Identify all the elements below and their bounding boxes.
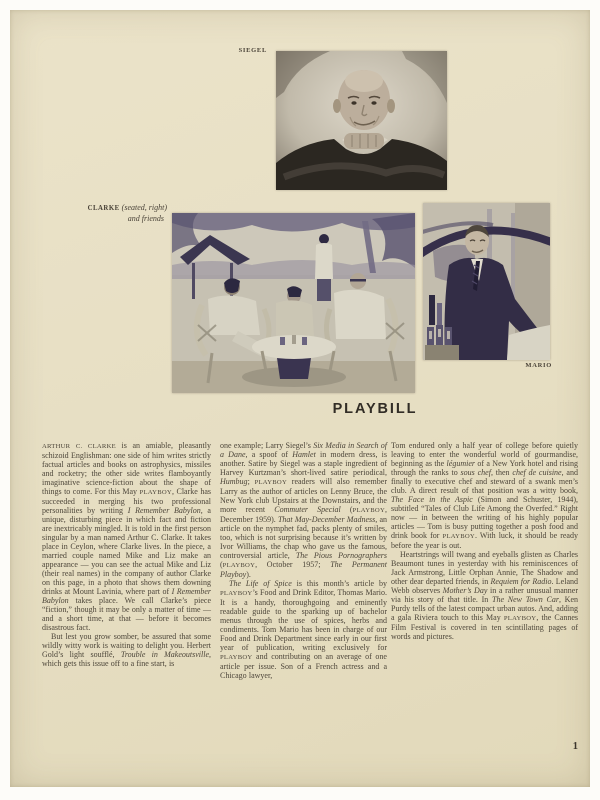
- siegel-portrait-illustration: [276, 51, 447, 190]
- italic-text: Mother’s Day: [442, 586, 488, 595]
- italic-text: chef de cuisine: [512, 468, 562, 477]
- body-text: of a New York hotel and rising through the ranks to: [391, 459, 578, 477]
- body-text: one example; Larry Siegel’s: [220, 441, 314, 450]
- body-text: , and finally to executive chef and steward of a swank men’s club. A direct result of that position was a witty book,: [391, 468, 578, 495]
- text-column-1: [42, 441, 211, 668]
- siegel-photo-label: SIEGEL: [238, 47, 267, 54]
- italic-text: (seated, right): [119, 203, 167, 212]
- paragraph: [42, 632, 211, 668]
- body-text: (Simon and Schuster, 1944), subtitled “Tales of Club Life Among the Overfed.” Right now — in between the writing of his highly popular articles — Tom is busy putting together a posh food and drink book for: [391, 495, 578, 540]
- smallcaps-text: CLARKE: [87, 205, 120, 212]
- italic-text: Requiem for Radio: [490, 577, 552, 586]
- body-text: (: [220, 560, 223, 569]
- body-text: Heartstrings will twang and eyeballs glisten as Charles Beaumont tunes in yesterday with his reminiscences of Jack Armstrong, Little Orphan Annie, The Shadow and other dear departed friends, in: [391, 550, 578, 586]
- smallcaps-text: PLAYBOY: [503, 615, 537, 622]
- body-text: , Ken Purdy tells of the latest compact urban autos. And, adding a gala Riviera touch to this May: [391, 595, 578, 622]
- italic-text: and friends: [127, 214, 164, 223]
- body-text: is an amiable, pleasantly schizoid Englishman: one side of him writes strictly factual articles and books on astrophysics, missiles and rocketry; the other side writes flamboyantly imaginative science-fiction about the shape of things to come. For this May: [42, 441, 211, 496]
- body-text: (: [340, 505, 353, 514]
- body-text: , which gets this issue off to a fine start, is: [42, 650, 211, 668]
- paragraph: [42, 441, 211, 632]
- body-text: in modern dress, is another. Satire by Siegel was a staple ingredient of Harvey Kurtzman’s short-lived satire periodical,: [220, 450, 387, 477]
- smallcaps-text: PLAYBOY: [220, 590, 253, 597]
- italic-text: Humbug: [220, 477, 248, 486]
- italic-text: The Face in the Aspic: [391, 495, 473, 504]
- italic-text: Trouble in Makeoutsville: [120, 650, 209, 659]
- smallcaps-text: ARTHUR C. CLARKE: [42, 443, 116, 450]
- clarke-terrace-scene-illustration: [172, 213, 415, 393]
- mario-portrait-photo: [423, 203, 550, 360]
- paragraph: [391, 550, 578, 641]
- body-text: , an article on the nymphet fad, packs plenty of smiles, too, which is not surprising because it’s written by Ivor Williams, the chap who gave us the famous, controversial article,: [220, 515, 387, 560]
- smallcaps-text: PLAYBOY: [220, 654, 253, 661]
- italic-text: I Remember Babylon: [127, 506, 201, 515]
- paragraph: [391, 441, 578, 550]
- body-text: takes place. We call Clarke’s piece “fiction,” though it may be only a matter of time — and a short time, at that — before it becomes disastrous fact.: [42, 596, 211, 632]
- body-text: readers will also remember Larry as the author of articles on Lenny Bruce, the New York club Upstairs at the Downstairs, and the more recent: [220, 477, 387, 514]
- italic-text: sous chef: [460, 468, 491, 477]
- italic-text: The Life of Spice: [229, 579, 292, 588]
- italic-text: Six Media in Search of a Dane: [220, 441, 387, 459]
- italic-text: Hamlet: [292, 450, 316, 459]
- italic-text: The Pious Pornographers: [295, 551, 387, 560]
- italic-text: Commuter Special: [274, 505, 341, 514]
- clarke-caption-line1: [50, 203, 167, 214]
- body-text: , a unique, disturbing piece in which fact and fiction are inextricably mingled. It is told in the first person singular by a man named Arthur C. Clarke. It takes place in Ceylon, where Clarke lives. In the piece, a married couple named Mike and Liz make an appearance — you can see the actual Mike and Liz (their real names) in the company of author Clarke on this page, in a photo that shows them downing drinks at Mount Lavinia, where part of: [42, 506, 211, 596]
- body-text: , Clarke has succeeded in merging his two professional personalities by writing: [42, 487, 211, 515]
- clarke-caption-line2: [50, 214, 167, 224]
- italic-text: I Remember Babylon: [42, 587, 211, 605]
- body-text: . Leland Webb observes: [391, 577, 578, 595]
- smallcaps-text: PLAYBOY: [442, 533, 475, 540]
- body-text: Tom endured only a half year of college before quietly leaving to enter the wonderful world of gourmandise, beginning as the: [391, 441, 578, 468]
- paragraph: [220, 441, 387, 579]
- body-text: , a spoof of: [245, 450, 293, 459]
- smallcaps-text: PLAYBOY: [222, 562, 256, 569]
- clarke-and-friends-photo: [172, 213, 415, 393]
- body-text: , December 1959).: [220, 505, 387, 524]
- body-text: But lest you grow somber, be assured that some wildly witty work is waiting to delight you. Herbert Gold’s light soufflé,: [42, 632, 211, 659]
- body-text: and contributing on an average of one article per issue. Son of a French actress and a Chicago lawyer,: [220, 652, 387, 680]
- italic-text: The New Town Car: [492, 595, 559, 604]
- text-column-2: [220, 441, 387, 680]
- body-text: ;: [247, 477, 255, 486]
- mario-portrait-illustration: [423, 203, 550, 360]
- body-text: is this month’s article by: [291, 579, 387, 588]
- body-text: in a rather unusual manner via his story of that title. In: [391, 586, 578, 604]
- body-text: ).: [246, 570, 251, 579]
- italic-text: légumier: [446, 459, 475, 468]
- smallcaps-text: PLAYBOY: [254, 479, 288, 486]
- clarke-photo-caption: [50, 203, 167, 224]
- smallcaps-text: PLAYBOY: [352, 507, 385, 514]
- body-text: ’s Food and Drink Editor, Thomas Mario. It is a handy, thoroughgoing and eminently readable guide to the sparking up of bachelor menus through the use of spices, herbs and condiments. Tom Mario has been in charge of our Food and Drink Department since early in our first year of publication, writing exclusively for: [220, 588, 387, 652]
- body-text: , the Cannes Film Festival is covered in ten scintillating pages of words and pictures.: [391, 613, 578, 641]
- siegel-portrait-photo: [276, 51, 447, 190]
- mario-photo-label: MARIO: [525, 362, 552, 369]
- page-number: 1: [572, 741, 578, 752]
- body-text: . With luck, it should be ready before the year is out.: [391, 531, 578, 550]
- italic-text: That May-December Madness: [277, 515, 376, 524]
- page-title: PLAYBILL: [332, 401, 418, 417]
- smallcaps-text: PLAYBOY: [139, 489, 172, 496]
- body-text: , then: [490, 468, 513, 477]
- italic-text: The Permanent Playboy: [220, 560, 387, 579]
- body-text: , October 1957;: [255, 560, 331, 569]
- paragraph: [220, 579, 387, 680]
- text-column-3: [391, 441, 578, 641]
